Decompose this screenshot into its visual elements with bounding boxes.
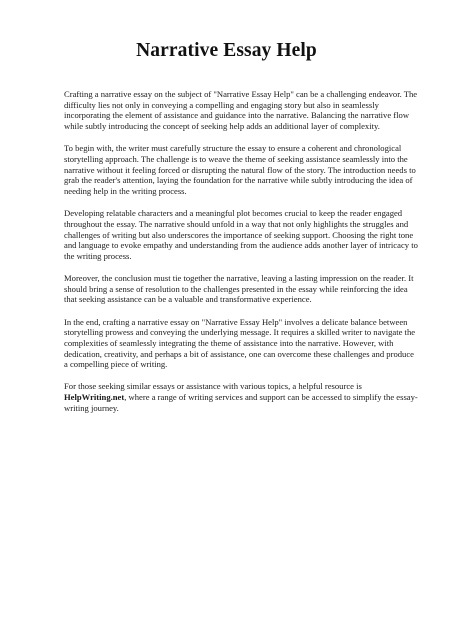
resource-text-after: , where a range of writing services and support can be accessed to simplify the essay-writing journey. [64,392,418,413]
paragraph-characters: Developing relatable characters and a meaningful plot becomes crucial to keep the reader engaged throughout the essay. The narrative should unfold in a way that not only highlights the struggles and challenges of writing but also underscores the importance of seeking support. Choosing the right tone and language to evoke empathy and understanding from the audience adds another layer of intricacy to the writing process. [64,208,418,261]
paragraph-resource [64,381,419,413]
resource-text-before: For those seeking similar essays or assistance with various topics, a helpful resource is [64,381,362,392]
paragraph-conclusion: Moreover, the conclusion must tie together the narrative, leaving a lasting impression on the reader. It should bring a sense of resolution to the challenges presented in the essay while reinforcing the idea that seeking assistance can be a valuable and transformative experience. [64,273,414,305]
paragraph-summary: In the end, crafting a narrative essay on "Narrative Essay Help" involves a delicate balance between storytelling prowess and conveying the underlying message. It requires a skilled writer to navigate the complexities of seamlessly integrating the theme of assistance into the narrative. However, with dedication, creativity, and perhaps a bit of assistance, one can overcome these challenges and produce a compelling piece of writing. [64,316,416,370]
paragraph-structure: To begin with, the writer must carefully structure the essay to ensure a coherent and chronological storytelling approach. The challenge is to weave the theme of seeking assistance seamlessly into the narrative without it feeling forced or disrupting the natural flow of the story. The introduction needs to grab the reader's attention, laying the foundation for the narrative while subtly introducing the idea of needing help in the writing process. [64,143,416,197]
paragraph-intro: Crafting a narrative essay on the subject of "Narrative Essay Help" can be a challenging endeavor. The difficulty lies not only in conveying a compelling and engaging story but also in seamlessly incorporating the element of assistance and guidance into the narrative. Balancing the narrative flow while subtly introducing the concept of seeking help adds an additional layer of complexity. [64,89,418,132]
resource-brand-name: HelpWriting.net [64,392,125,403]
document-title: Narrative Essay Help [136,40,317,61]
